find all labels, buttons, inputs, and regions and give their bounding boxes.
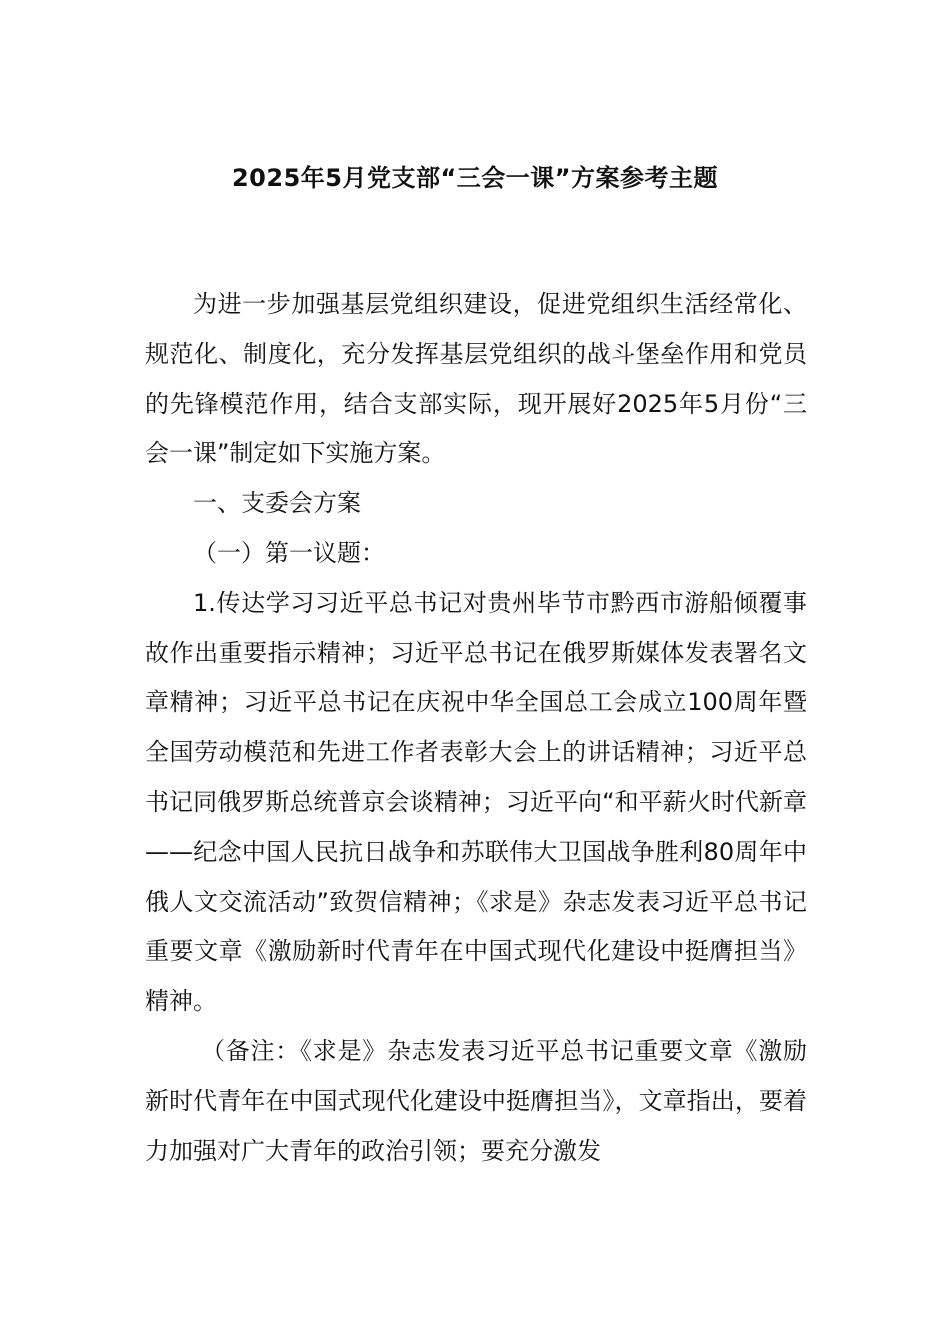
document-title: 2025年5月党支部“三会一课”方案参考主题 bbox=[231, 164, 719, 192]
item-paragraph-1: 1.传达学习习近平总书记对贵州毕节市黔西市游船倾覆事故作出重要指示精神；习近平总书记在俄罗斯媒体发表署名文章精神；习近平总书记在庆祝中华全国总工会成立100周年暨全国劳动模范和先进工作者表彰大会上的讲话精神；习近平总书记同俄罗斯总统普京会谈精神；习近平向“和平薪火时代新章——纪念中国人民抗日战争和苏联伟大卫国战争胜利80周年中俄人文交流活动”致贺信精神；《求是》杂志发表习近平总书记重要文章《激励新时代青年在中国式现代化建设中挺膺担当》精神。 bbox=[145, 588, 807, 1016]
intro-paragraph: 为进一步加强基层党组织建设，促进党组织生活经常化、规范化、制度化，充分发挥基层党组织的战斗堡垒作用和党员的先锋模范作用，结合支部实际，现开展好2025年5月份“三会一课”制定如下实施方案。 bbox=[145, 290, 807, 468]
note-paragraph: （备注：《求是》杂志发表习近平总书记重要文章《激励新时代青年在中国式现代化建设中挺膺担当》，文章指出，要着力加强对广大青年的政治引领；要充分激发 bbox=[145, 1036, 807, 1165]
subsection-heading-first-topic: （一）第一议题： bbox=[193, 538, 385, 567]
section-heading-branch-committee: 一、支委会方案 bbox=[193, 489, 361, 518]
document-body bbox=[145, 280, 807, 1176]
